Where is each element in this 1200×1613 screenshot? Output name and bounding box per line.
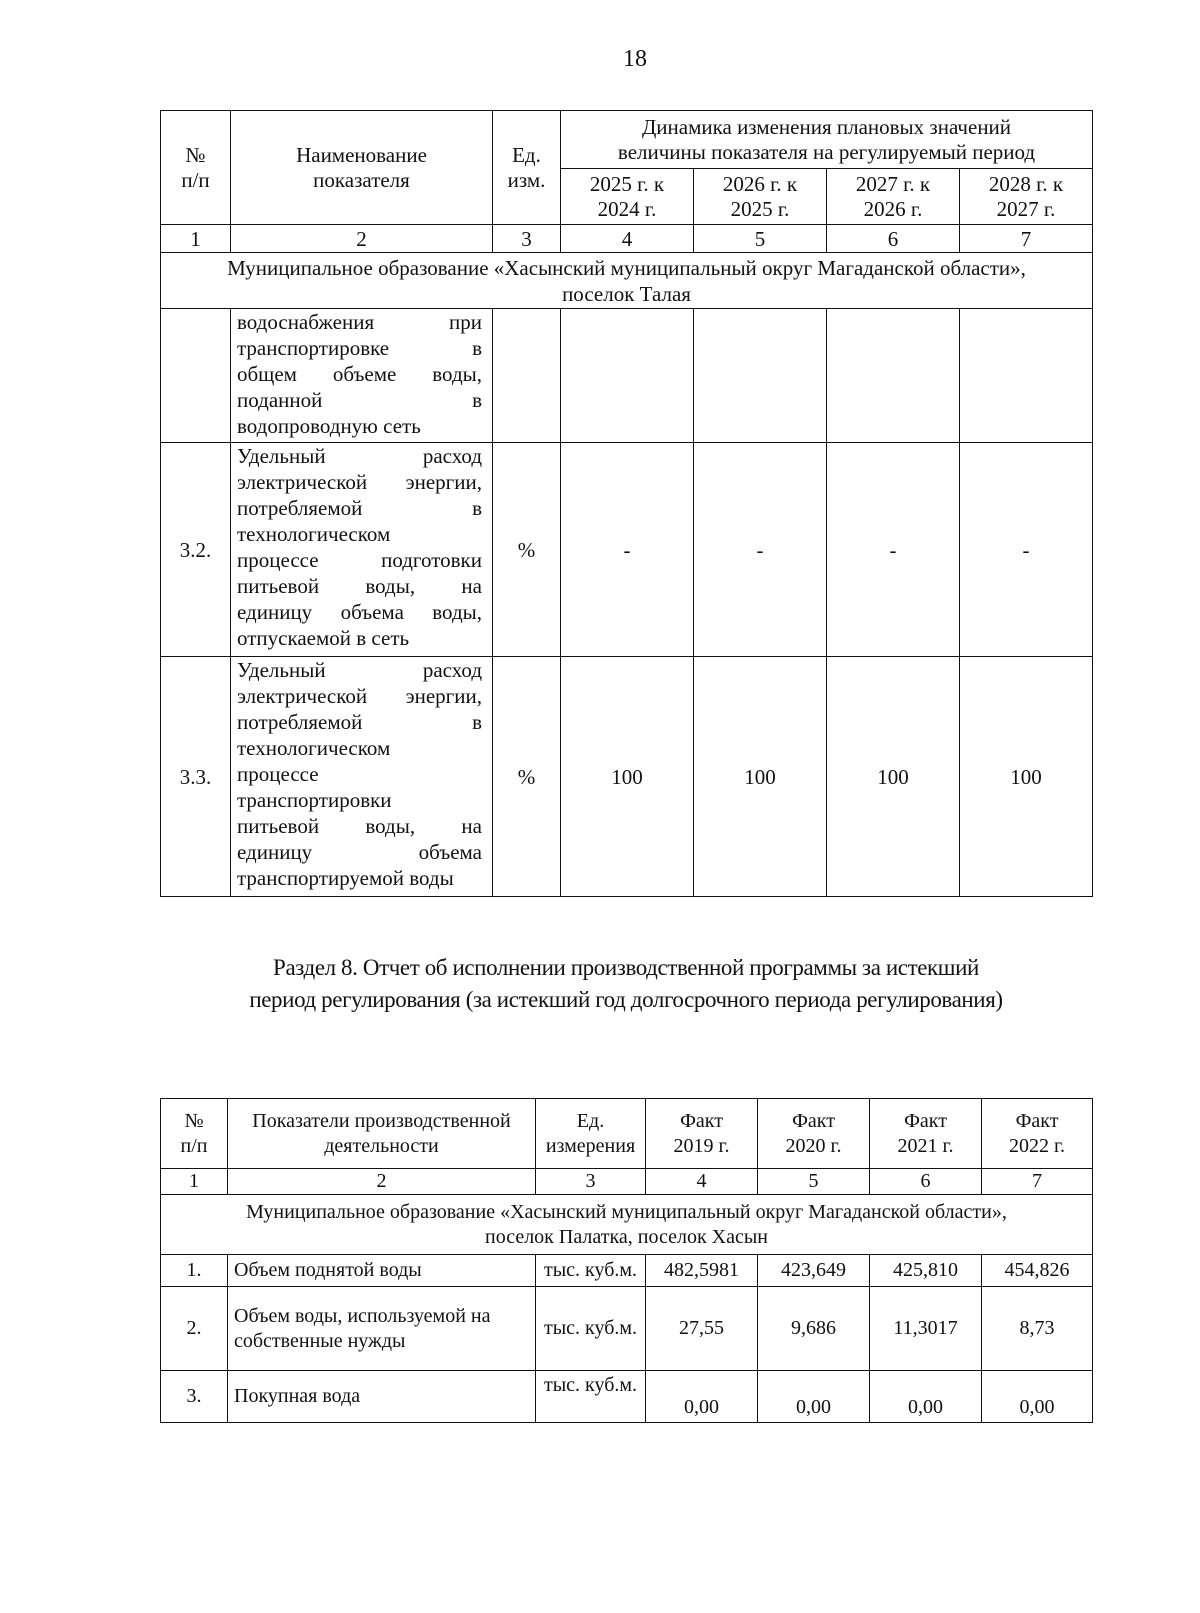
column-index: 1 (161, 1169, 228, 1195)
header-year: Факт 2020 г. (758, 1099, 870, 1169)
row-num: 1. (161, 1255, 228, 1287)
row-unit: % (493, 443, 561, 657)
header-num: № п/п (161, 111, 231, 225)
column-index-row (161, 225, 1093, 253)
group-title: Муниципальное образование «Хасынский муниципальный округ Магаданской области», поселок Талая (161, 253, 1093, 309)
row-value (694, 309, 827, 443)
column-index: 4 (561, 225, 694, 253)
row-unit: тыс. куб.м. (536, 1255, 646, 1287)
row-num: 3.3. (161, 657, 231, 897)
table-row (161, 1255, 1093, 1287)
column-index: 5 (694, 225, 827, 253)
table-row (161, 1287, 1093, 1371)
row-value: 8,73 (982, 1287, 1093, 1371)
row-name: Удельный расход электрической энергии, потребляемой в технологическом процессе подготовки питьевой воды, на единицу объема воды, отпускаемой в сеть (231, 443, 493, 657)
header-period: 2028 г. к 2027 г. (960, 169, 1093, 225)
row-value: 0,00 (982, 1371, 1093, 1423)
column-index: 3 (493, 225, 561, 253)
column-index: 6 (827, 225, 960, 253)
header-year: Факт 2019 г. (646, 1099, 758, 1169)
table-row (161, 1371, 1093, 1423)
table-row (161, 657, 1093, 897)
row-name: Объем поднятой воды (228, 1255, 536, 1287)
column-index: 5 (758, 1169, 870, 1195)
row-unit (493, 309, 561, 443)
row-value: - (960, 443, 1093, 657)
row-num: 2. (161, 1287, 228, 1371)
row-num (161, 309, 231, 443)
row-name: водоснабжения при транспортировке в общем объеме воды, поданной в водопроводную сеть (231, 309, 493, 443)
row-unit: тыс. куб.м. (536, 1371, 646, 1423)
column-index: 2 (231, 225, 493, 253)
column-index: 1 (161, 225, 231, 253)
row-value: 100 (694, 657, 827, 897)
row-value: 425,810 (870, 1255, 982, 1287)
row-value: 0,00 (758, 1371, 870, 1423)
row-unit: % (493, 657, 561, 897)
row-name: Объем воды, используемой на собственные нужды (228, 1287, 536, 1371)
column-index: 2 (228, 1169, 536, 1195)
row-value: 100 (561, 657, 694, 897)
row-value: 0,00 (870, 1371, 982, 1423)
row-value: 11,3017 (870, 1287, 982, 1371)
row-value: - (694, 443, 827, 657)
header-unit: Ед. измерения (536, 1099, 646, 1169)
column-index: 6 (870, 1169, 982, 1195)
header-unit: Ед. изм. (493, 111, 561, 225)
row-value (827, 309, 960, 443)
row-value: - (561, 443, 694, 657)
row-value: 423,649 (758, 1255, 870, 1287)
row-value: 9,686 (758, 1287, 870, 1371)
row-unit: тыс. куб.м. (536, 1287, 646, 1371)
header-name: Наименование показателя (231, 111, 493, 225)
row-value: 100 (827, 657, 960, 897)
row-num: 3. (161, 1371, 228, 1423)
page-number: 18 (623, 46, 647, 72)
row-value: 454,826 (982, 1255, 1093, 1287)
header-period: 2025 г. к 2024 г. (561, 169, 694, 225)
header-period: 2026 г. к 2025 г. (694, 169, 827, 225)
header-year: Факт 2022 г. (982, 1099, 1093, 1169)
group-title: Муниципальное образование «Хасынский муниципальный округ Магаданской области», поселок Палатка, поселок Хасын (161, 1195, 1093, 1255)
column-index: 4 (646, 1169, 758, 1195)
header-name: Показатели производственной деятельности (228, 1099, 536, 1169)
header-num: № п/п (161, 1099, 228, 1169)
row-value (960, 309, 1093, 443)
column-index: 3 (536, 1169, 646, 1195)
table-row (161, 309, 1093, 443)
planned-indicators-table (160, 110, 1093, 897)
column-index-row (161, 1169, 1093, 1195)
header-period: 2027 г. к 2026 г. (827, 169, 960, 225)
header-year: Факт 2021 г. (870, 1099, 982, 1169)
table-row (161, 443, 1093, 657)
row-value: - (827, 443, 960, 657)
column-index: 7 (960, 225, 1093, 253)
row-name: Покупная вода (228, 1371, 536, 1423)
row-num: 3.2. (161, 443, 231, 657)
row-value: 27,55 (646, 1287, 758, 1371)
row-value: 100 (960, 657, 1093, 897)
section-title: Раздел 8. Отчет об исполнении производственной программы за истекший период регулирования (за истекший год долгосрочного периода регулирования) (249, 955, 1003, 1012)
column-index: 7 (982, 1169, 1093, 1195)
row-value: 0,00 (646, 1371, 758, 1423)
production-report-table (160, 1098, 1093, 1423)
row-name: Удельный расход электрической энергии, потребляемой в технологическом процессе транспортировки питьевой воды, на единицу объема транспортируемой воды (231, 657, 493, 897)
header-dynamics: Динамика изменения плановых значений величины показателя на регулируемый период (561, 111, 1093, 169)
row-value (561, 309, 694, 443)
row-value: 482,5981 (646, 1255, 758, 1287)
